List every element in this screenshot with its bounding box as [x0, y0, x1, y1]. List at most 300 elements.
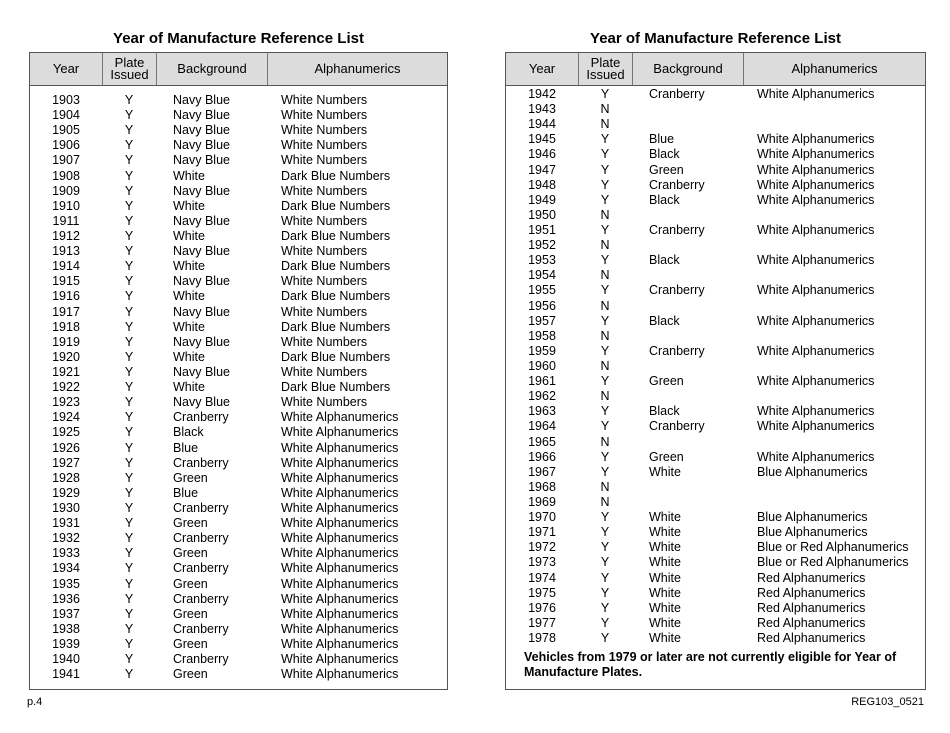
alphanumerics-cell: White Numbers	[281, 304, 368, 319]
background-cell: Black	[649, 192, 680, 207]
plate-issued-cell: Y	[600, 540, 610, 555]
year-cell: 1924	[52, 410, 80, 425]
year-cell: 1913	[52, 244, 80, 259]
background-cell: Cranberry	[173, 455, 229, 470]
year-cell: 1942	[528, 87, 556, 101]
table-row	[30, 425, 447, 440]
alphanumerics-cell: White Alphanumerics	[757, 313, 875, 328]
year-cell: 1923	[52, 395, 80, 410]
plate-issued-cell: Y	[600, 343, 610, 358]
table-row	[30, 320, 447, 335]
background-cell: White	[173, 289, 205, 304]
alphanumerics-cell: Blue or Red Alphanumerics	[757, 540, 909, 555]
background-cell: Green	[173, 546, 208, 561]
alphanumerics-cell: White Alphanumerics	[757, 147, 875, 162]
plate-issued-cell: Y	[124, 108, 134, 123]
plate-issued-cell: Y	[600, 510, 610, 525]
table-row	[30, 546, 447, 561]
header-plate-issued: Plate Issued	[578, 53, 632, 85]
alphanumerics-cell: White Alphanumerics	[281, 531, 399, 546]
background-cell: Cranberry	[649, 87, 705, 101]
table-row	[30, 108, 447, 123]
alphanumerics-cell: White Alphanumerics	[757, 343, 875, 358]
table-row	[506, 147, 925, 162]
right-table-body	[506, 87, 925, 646]
plate-issued-cell: Y	[600, 253, 610, 268]
plate-issued-cell: Y	[124, 259, 134, 274]
table-row	[506, 253, 925, 268]
year-cell: 1948	[528, 177, 556, 192]
year-cell: 1921	[52, 364, 80, 379]
background-cell: Green	[649, 374, 684, 389]
alphanumerics-cell: White Alphanumerics	[757, 162, 875, 177]
plate-issued-cell: Y	[124, 667, 134, 682]
table-row	[506, 132, 925, 147]
background-cell: White	[649, 630, 681, 645]
year-cell: 1952	[528, 238, 556, 253]
year-cell: 1971	[528, 525, 556, 540]
alphanumerics-cell: White Alphanumerics	[281, 410, 399, 425]
header-plate-issued: Plate Issued	[102, 53, 156, 85]
background-cell: Navy Blue	[173, 304, 230, 319]
table-row	[506, 404, 925, 419]
year-cell: 1912	[52, 228, 80, 243]
plate-issued-cell: Y	[124, 455, 134, 470]
plate-issued-cell: Y	[124, 380, 134, 395]
alphanumerics-cell: Blue or Red Alphanumerics	[757, 555, 909, 570]
table-row	[30, 561, 447, 576]
year-cell: 1951	[528, 222, 556, 237]
year-cell: 1941	[52, 667, 80, 682]
year-cell: 1929	[52, 485, 80, 500]
alphanumerics-cell: White Alphanumerics	[757, 449, 875, 464]
year-cell: 1914	[52, 259, 80, 274]
plate-issued-cell: N	[600, 328, 610, 343]
year-cell: 1920	[52, 349, 80, 364]
table-row	[30, 441, 447, 456]
table-row	[506, 540, 925, 555]
alphanumerics-cell: White Alphanumerics	[757, 87, 875, 101]
background-cell: Navy Blue	[173, 244, 230, 259]
alphanumerics-cell: Blue Alphanumerics	[757, 525, 868, 540]
plate-issued-cell: Y	[600, 630, 610, 645]
background-cell: White	[173, 198, 205, 213]
alphanumerics-cell: Dark Blue Numbers	[281, 319, 391, 334]
table-row	[30, 380, 447, 395]
background-cell: White	[649, 525, 681, 540]
table-row	[506, 283, 925, 298]
year-cell: 1944	[528, 117, 556, 132]
plate-issued-cell: N	[600, 479, 610, 494]
year-cell: 1903	[52, 93, 80, 107]
year-cell: 1917	[52, 304, 80, 319]
table-row	[506, 208, 925, 223]
table-row	[30, 259, 447, 274]
table-row	[506, 465, 925, 480]
background-cell: Cranberry	[173, 591, 229, 606]
year-cell: 1934	[52, 561, 80, 576]
table-row	[506, 163, 925, 178]
background-cell: Green	[173, 636, 208, 651]
background-cell: Cranberry	[173, 410, 229, 425]
header-year: Year	[52, 61, 80, 76]
year-cell: 1970	[528, 510, 556, 525]
background-cell: Black	[649, 253, 680, 268]
alphanumerics-cell: White Numbers	[281, 395, 368, 410]
left-page-title: Year of Manufacture Reference List	[113, 30, 364, 47]
table-row	[506, 450, 925, 465]
plate-issued-cell: Y	[124, 531, 134, 546]
plate-issued-cell: N	[600, 494, 610, 509]
alphanumerics-cell: White Alphanumerics	[281, 576, 399, 591]
background-cell: Navy Blue	[173, 213, 230, 228]
alphanumerics-cell: White Alphanumerics	[281, 425, 399, 440]
plate-issued-cell: Y	[124, 153, 134, 168]
alphanumerics-cell: White Alphanumerics	[281, 455, 399, 470]
year-cell: 1973	[528, 555, 556, 570]
year-cell: 1945	[528, 132, 556, 147]
plate-issued-cell: Y	[124, 319, 134, 334]
year-cell: 1968	[528, 479, 556, 494]
background-cell: Cranberry	[649, 222, 705, 237]
plate-issued-cell: Y	[124, 516, 134, 531]
alphanumerics-cell: White Numbers	[281, 153, 368, 168]
year-cell: 1937	[52, 606, 80, 621]
background-cell: White	[173, 168, 205, 183]
alphanumerics-cell: Dark Blue Numbers	[281, 228, 391, 243]
alphanumerics-cell: White Alphanumerics	[281, 440, 399, 455]
plate-issued-cell: Y	[600, 419, 610, 434]
table-row	[30, 395, 447, 410]
background-cell: Navy Blue	[173, 334, 230, 349]
plate-issued-cell: Y	[124, 410, 134, 425]
background-cell: Cranberry	[649, 177, 705, 192]
background-cell: Blue	[173, 440, 199, 455]
background-cell: Navy Blue	[173, 153, 230, 168]
year-cell: 1964	[528, 419, 556, 434]
plate-issued-cell: Y	[600, 147, 610, 162]
background-cell: Navy Blue	[173, 123, 230, 138]
alphanumerics-cell: White Alphanumerics	[757, 222, 875, 237]
year-cell: 1954	[528, 268, 556, 283]
year-cell: 1926	[52, 440, 80, 455]
table-row	[506, 601, 925, 616]
alphanumerics-cell: Dark Blue Numbers	[281, 349, 391, 364]
plate-issued-cell: Y	[600, 222, 610, 237]
plate-issued-cell: Y	[600, 525, 610, 540]
plate-issued-cell: Y	[600, 464, 610, 479]
background-cell: Navy Blue	[173, 183, 230, 198]
alphanumerics-cell: White Numbers	[281, 244, 368, 259]
alphanumerics-cell: Blue Alphanumerics	[757, 510, 868, 525]
year-cell: 1967	[528, 464, 556, 479]
plate-issued-cell: Y	[124, 334, 134, 349]
alphanumerics-cell: Red Alphanumerics	[757, 615, 866, 630]
year-cell: 1966	[528, 449, 556, 464]
alphanumerics-cell: White Numbers	[281, 108, 368, 123]
left-reference-table	[29, 52, 448, 690]
background-cell: White	[649, 615, 681, 630]
year-cell: 1909	[52, 183, 80, 198]
header-year: Year	[528, 61, 556, 76]
plate-issued-cell: Y	[600, 283, 610, 298]
plate-issued-cell: Y	[600, 449, 610, 464]
alphanumerics-cell: White Alphanumerics	[281, 636, 399, 651]
page-number: p.4	[27, 696, 43, 708]
alphanumerics-cell: Red Alphanumerics	[757, 630, 866, 645]
plate-issued-cell: Y	[124, 138, 134, 153]
alphanumerics-cell: White Numbers	[281, 93, 368, 107]
table-row	[506, 223, 925, 238]
plate-issued-cell: Y	[600, 132, 610, 147]
alphanumerics-cell: White Alphanumerics	[281, 516, 399, 531]
year-cell: 1949	[528, 192, 556, 207]
plate-issued-cell: Y	[124, 395, 134, 410]
plate-issued-cell: Y	[600, 192, 610, 207]
year-cell: 1946	[528, 147, 556, 162]
plate-issued-cell: Y	[600, 87, 610, 101]
right-page-title: Year of Manufacture Reference List	[590, 30, 841, 47]
year-cell: 1910	[52, 198, 80, 213]
table-row	[30, 350, 447, 365]
alphanumerics-cell: Red Alphanumerics	[757, 570, 866, 585]
year-cell: 1933	[52, 546, 80, 561]
table-row	[506, 495, 925, 510]
plate-issued-cell: Y	[124, 183, 134, 198]
year-cell: 1906	[52, 138, 80, 153]
year-cell: 1927	[52, 455, 80, 470]
table-row	[30, 456, 447, 471]
year-cell: 1955	[528, 283, 556, 298]
background-cell: Navy Blue	[173, 93, 230, 107]
header-alphanumerics: Alphanumerics	[267, 53, 447, 85]
alphanumerics-cell: White Alphanumerics	[281, 652, 399, 667]
plate-issued-cell: Y	[600, 313, 610, 328]
background-cell: Green	[649, 162, 684, 177]
year-cell: 1976	[528, 600, 556, 615]
plate-issued-cell: Y	[124, 425, 134, 440]
year-cell: 1935	[52, 576, 80, 591]
background-cell: Navy Blue	[173, 395, 230, 410]
background-cell: Green	[649, 449, 684, 464]
table-row	[506, 329, 925, 344]
table-row	[30, 592, 447, 607]
background-cell: Cranberry	[173, 652, 229, 667]
background-cell: White	[649, 570, 681, 585]
header-alphanumerics: Alphanumerics	[743, 53, 925, 85]
table-row	[506, 359, 925, 374]
plate-issued-cell: N	[600, 207, 610, 222]
year-cell: 1936	[52, 591, 80, 606]
table-row	[30, 410, 447, 425]
plate-issued-cell: Y	[600, 570, 610, 585]
background-cell: White	[173, 319, 205, 334]
header-background: Background	[632, 53, 743, 85]
year-cell: 1969	[528, 494, 556, 509]
plate-issued-cell: Y	[124, 485, 134, 500]
alphanumerics-cell: White Alphanumerics	[757, 283, 875, 298]
table-row	[506, 571, 925, 586]
background-cell: Green	[173, 667, 208, 682]
year-cell: 1938	[52, 621, 80, 636]
background-cell: Black	[173, 425, 204, 440]
table-row	[506, 314, 925, 329]
table-row	[30, 305, 447, 320]
table-row	[506, 178, 925, 193]
background-cell: Cranberry	[649, 343, 705, 358]
table-row	[30, 138, 447, 153]
background-cell: Navy Blue	[173, 274, 230, 289]
plate-issued-cell: Y	[124, 289, 134, 304]
plate-issued-cell: Y	[124, 440, 134, 455]
background-cell: White	[649, 585, 681, 600]
plate-issued-cell: Y	[124, 576, 134, 591]
year-cell: 1974	[528, 570, 556, 585]
background-cell: White	[173, 380, 205, 395]
year-cell: 1965	[528, 434, 556, 449]
plate-issued-cell: Y	[600, 374, 610, 389]
background-cell: Green	[173, 516, 208, 531]
plate-issued-cell: Y	[124, 349, 134, 364]
eligibility-note: Vehicles from 1979 or later are not currently eligible for Year of Manufacture Plates.	[524, 650, 897, 679]
plate-issued-cell: Y	[124, 636, 134, 651]
year-cell: 1939	[52, 636, 80, 651]
alphanumerics-cell: Blue Alphanumerics	[757, 464, 868, 479]
plate-issued-cell: Y	[124, 304, 134, 319]
table-row	[506, 117, 925, 132]
table-row	[30, 501, 447, 516]
alphanumerics-cell: White Numbers	[281, 138, 368, 153]
plate-issued-cell: Y	[124, 93, 134, 107]
background-cell: Navy Blue	[173, 138, 230, 153]
alphanumerics-cell: Red Alphanumerics	[757, 600, 866, 615]
background-cell: White	[173, 259, 205, 274]
plate-issued-cell: Y	[124, 244, 134, 259]
background-cell: Blue	[649, 132, 675, 147]
plate-issued-cell: Y	[124, 213, 134, 228]
background-cell: Cranberry	[173, 531, 229, 546]
table-row	[30, 153, 447, 168]
alphanumerics-cell: White Numbers	[281, 364, 368, 379]
header-background: Background	[156, 53, 267, 85]
year-cell: 1928	[52, 470, 80, 485]
table-row	[506, 419, 925, 434]
background-cell: Black	[649, 313, 680, 328]
background-cell: Black	[649, 404, 680, 419]
table-row	[506, 555, 925, 570]
alphanumerics-cell: Dark Blue Numbers	[281, 380, 391, 395]
year-cell: 1908	[52, 168, 80, 183]
plate-issued-cell: N	[600, 434, 610, 449]
alphanumerics-cell: White Alphanumerics	[757, 177, 875, 192]
table-row	[30, 667, 447, 682]
table-row	[506, 238, 925, 253]
table-row	[30, 229, 447, 244]
year-cell: 1953	[528, 253, 556, 268]
year-cell: 1956	[528, 298, 556, 313]
year-cell: 1960	[528, 358, 556, 373]
plate-issued-cell: Y	[124, 606, 134, 621]
year-cell: 1962	[528, 389, 556, 404]
table-row	[506, 525, 925, 540]
table-row	[30, 365, 447, 380]
table-row	[506, 87, 925, 102]
background-cell: Black	[649, 147, 680, 162]
alphanumerics-cell: White Numbers	[281, 334, 368, 349]
background-cell: White	[649, 540, 681, 555]
year-cell: 1958	[528, 328, 556, 343]
table-row	[506, 480, 925, 495]
year-cell: 1963	[528, 404, 556, 419]
plate-issued-cell: Y	[124, 228, 134, 243]
background-cell: White	[649, 510, 681, 525]
table-row	[30, 486, 447, 501]
alphanumerics-cell: White Alphanumerics	[757, 374, 875, 389]
plate-issued-cell: Y	[124, 546, 134, 561]
year-cell: 1931	[52, 516, 80, 531]
alphanumerics-cell: White Alphanumerics	[281, 621, 399, 636]
year-cell: 1907	[52, 153, 80, 168]
plate-issued-cell: Y	[124, 591, 134, 606]
table-row	[506, 631, 925, 646]
left-table-body	[30, 93, 447, 682]
table-row	[506, 374, 925, 389]
alphanumerics-cell: Dark Blue Numbers	[281, 198, 391, 213]
table-row	[30, 637, 447, 652]
table-row	[30, 274, 447, 289]
table-row	[30, 169, 447, 184]
right-reference-table	[505, 52, 926, 690]
background-cell: Navy Blue	[173, 364, 230, 379]
table-row	[30, 289, 447, 304]
alphanumerics-cell: White Numbers	[281, 123, 368, 138]
alphanumerics-cell: Red Alphanumerics	[757, 585, 866, 600]
plate-issued-cell: Y	[600, 404, 610, 419]
year-cell: 1915	[52, 274, 80, 289]
table-row	[506, 102, 925, 117]
background-cell: Green	[173, 576, 208, 591]
year-cell: 1947	[528, 162, 556, 177]
alphanumerics-cell: Dark Blue Numbers	[281, 168, 391, 183]
year-cell: 1961	[528, 374, 556, 389]
alphanumerics-cell: White Alphanumerics	[281, 667, 399, 682]
background-cell: Cranberry	[173, 561, 229, 576]
year-cell: 1975	[528, 585, 556, 600]
year-cell: 1940	[52, 652, 80, 667]
plate-issued-cell: Y	[124, 198, 134, 213]
table-row	[30, 214, 447, 229]
alphanumerics-cell: Dark Blue Numbers	[281, 289, 391, 304]
form-code: REG103_0521	[851, 696, 924, 708]
background-cell: Green	[173, 470, 208, 485]
alphanumerics-cell: White Alphanumerics	[281, 470, 399, 485]
alphanumerics-cell: White Alphanumerics	[281, 485, 399, 500]
table-row	[506, 299, 925, 314]
background-cell: White	[649, 464, 681, 479]
plate-issued-cell: N	[600, 268, 610, 283]
alphanumerics-cell: White Numbers	[281, 274, 368, 289]
table-row	[30, 531, 447, 546]
year-cell: 1977	[528, 615, 556, 630]
alphanumerics-cell: White Numbers	[281, 213, 368, 228]
table-row	[506, 389, 925, 404]
year-cell: 1904	[52, 108, 80, 123]
table-row	[506, 435, 925, 450]
year-cell: 1950	[528, 207, 556, 222]
alphanumerics-cell: White Alphanumerics	[281, 546, 399, 561]
table-row	[30, 244, 447, 259]
table-row	[506, 193, 925, 208]
